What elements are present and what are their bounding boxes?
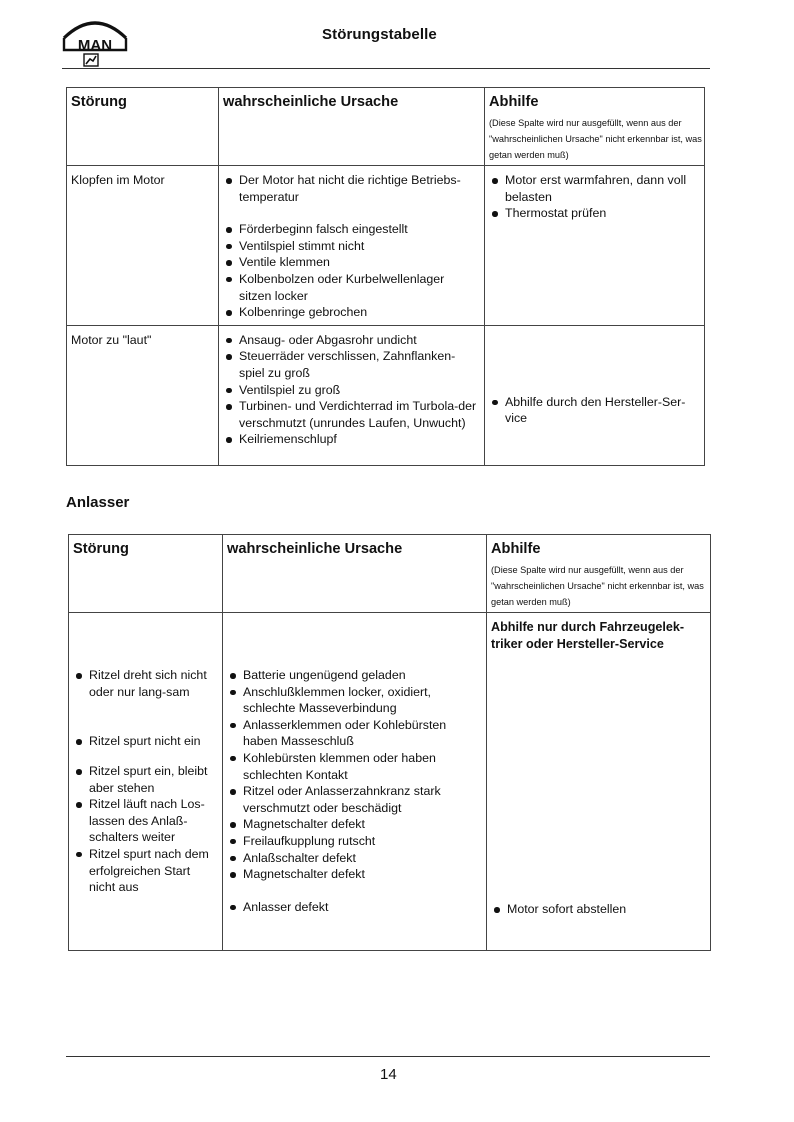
column-header-abhilfe <box>485 88 705 166</box>
list-item: Abhilfe durch den Hersteller-Ser-vice <box>489 394 698 427</box>
abhilfe-note: (Diese Spalte wird nur ausgefüllt, wenn aus der "wahrscheinlichen Ursache" nicht erkennbar ist, was getan werden muß) <box>489 117 702 161</box>
abhilfe-subheading: Abhilfe nur durch Fahrzeugelek-triker oder Hersteller-Service <box>491 620 685 651</box>
list-item: Ventilspiel zu groß <box>223 382 478 399</box>
trouble-table-engine <box>66 87 705 466</box>
list-item: Magnetschalter defekt <box>227 816 480 833</box>
table-row <box>69 613 711 951</box>
list-item: Kohlebürsten klemmen oder haben schlechten Kontakt <box>227 750 480 783</box>
list-item: Der Motor hat nicht die richtige Betriebs-temperatur <box>223 172 478 205</box>
abhilfe-title: Abhilfe <box>489 94 539 110</box>
stoerung-cell <box>69 613 223 951</box>
list-item: Freilaufkupplung rutscht <box>227 833 480 850</box>
abhilfe-cell <box>485 166 705 326</box>
list-item: Kolbenbolzen oder Kurbelwellenlager sitzen locker <box>223 271 478 304</box>
abhilfe-cell <box>487 613 711 951</box>
list-item: Ritzel läuft nach Los-lassen des Anlaß-schalters weiter <box>73 796 216 846</box>
list-item: Ritzel dreht sich nicht oder nur lang-sam <box>73 667 216 717</box>
trouble-table-anlasser <box>68 534 711 951</box>
column-header-ursache: wahrscheinliche Ursache <box>219 88 485 166</box>
list-item: Motor sofort abstellen <box>491 901 704 918</box>
list-item: Anlasserklemmen oder Kohlebürsten haben Masseschluß <box>227 717 480 750</box>
footer-divider <box>66 1056 710 1057</box>
list-item: Förderbeginn falsch eingestellt <box>223 221 478 238</box>
list-item: Anlaßschalter defekt <box>227 850 480 867</box>
list-item: Ritzel oder Anlasserzahnkranz stark verschmutzt oder beschädigt <box>227 783 480 816</box>
ursache-cell <box>219 166 485 326</box>
list-item: Keilriemenschlupf <box>223 431 478 448</box>
table-header-row <box>67 88 705 166</box>
column-header-abhilfe <box>487 535 711 613</box>
list-item: Motor erst warmfahren, dann voll belasten <box>489 172 698 205</box>
svg-text:MAN: MAN <box>77 37 113 54</box>
abhilfe-cell <box>485 325 705 465</box>
list-item: Ventilspiel stimmt nicht <box>223 238 478 255</box>
table-row <box>67 166 705 326</box>
column-header-stoerung: Störung <box>67 88 219 166</box>
page-number: 14 <box>380 1066 397 1083</box>
column-header-stoerung: Störung <box>69 535 223 613</box>
list-item: Ritzel spurt nach dem erfolgreichen Start nicht aus <box>73 846 216 896</box>
man-logo <box>62 12 128 68</box>
header-divider <box>62 68 710 69</box>
abhilfe-title: Abhilfe <box>491 541 541 557</box>
list-item: Ansaug- oder Abgasrohr undicht <box>223 332 478 349</box>
list-item: Anlasser defekt <box>227 899 480 916</box>
list-item: Thermostat prüfen <box>489 205 698 222</box>
list-item: Steuerräder verschlissen, Zahnflanken-spiel zu groß <box>223 348 478 381</box>
column-header-ursache: wahrscheinliche Ursache <box>223 535 487 613</box>
ursache-cell <box>223 613 487 951</box>
list-item: Kolbenringe gebrochen <box>223 304 478 321</box>
page-title: Störungstabelle <box>322 26 437 43</box>
table-header-row <box>69 535 711 613</box>
list-item: Ritzel spurt ein, bleibt aber stehen <box>73 763 216 796</box>
section-heading-anlasser: Anlasser <box>66 494 130 511</box>
ursache-cell <box>219 325 485 465</box>
table-row <box>67 325 705 465</box>
list-item: Turbinen- und Verdichterrad im Turbola-der verschmutzt (unrundes Laufen, Unwucht) <box>223 398 478 431</box>
list-item: Batterie ungenügend geladen <box>227 667 480 684</box>
stoerung-cell: Klopfen im Motor <box>67 166 219 326</box>
stoerung-cell: Motor zu "laut" <box>67 325 219 465</box>
list-item: Magnetschalter defekt <box>227 866 480 883</box>
list-item: Ritzel spurt nicht ein <box>73 733 216 753</box>
list-item: Ventile klemmen <box>223 254 478 271</box>
abhilfe-note: (Diese Spalte wird nur ausgefüllt, wenn aus der "wahrscheinlichen Ursache" nicht erkennbar ist, was getan werden muß) <box>491 564 704 608</box>
list-item: Anschlußklemmen locker, oxidiert, schlechte Masseverbindung <box>227 684 480 717</box>
